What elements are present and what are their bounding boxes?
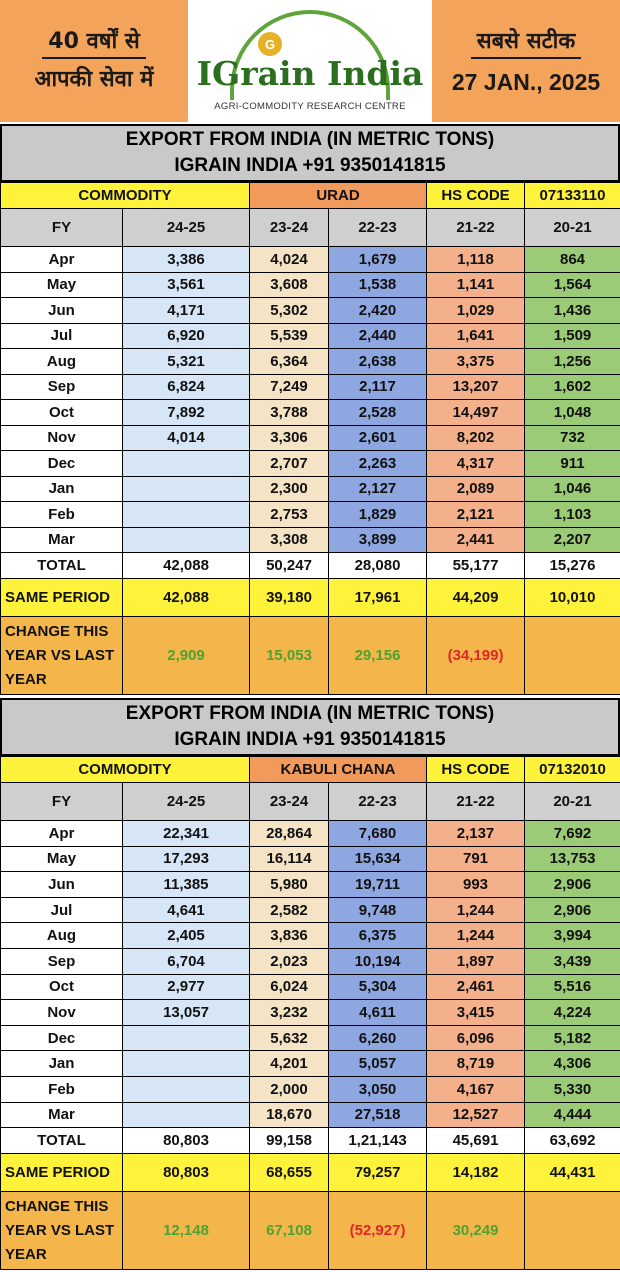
value-cell: 2,207 bbox=[525, 527, 620, 553]
kabuli-same-period-row bbox=[1, 1154, 620, 1192]
kabuli-commodity-row bbox=[1, 757, 620, 783]
month-label: Sep bbox=[1, 948, 123, 974]
value-cell: 1,244 bbox=[427, 923, 525, 949]
change-cell: (52,927) bbox=[329, 1192, 427, 1270]
commodity-name: URAD bbox=[250, 183, 427, 209]
value-cell: 993 bbox=[427, 872, 525, 898]
fy-year-header: 24-25 bbox=[123, 783, 250, 821]
total-label: TOTAL bbox=[1, 553, 123, 579]
same-period-cell: 79,257 bbox=[329, 1154, 427, 1192]
change-cell: 2,909 bbox=[123, 617, 250, 695]
value-cell: 3,386 bbox=[123, 247, 250, 273]
value-cell: 6,920 bbox=[123, 323, 250, 349]
value-cell: 2,977 bbox=[123, 974, 250, 1000]
value-cell: 5,302 bbox=[250, 298, 329, 324]
change-cell: 15,053 bbox=[250, 617, 329, 695]
kabuli-month-rows bbox=[1, 821, 620, 1128]
value-cell: 18,670 bbox=[250, 1102, 329, 1128]
page-header bbox=[0, 0, 620, 124]
value-cell: 6,824 bbox=[123, 374, 250, 400]
value-cell: 864 bbox=[525, 247, 620, 273]
value-cell: 4,014 bbox=[123, 425, 250, 451]
same-period-cell: 80,803 bbox=[123, 1154, 250, 1192]
total-cell: 15,276 bbox=[525, 553, 620, 579]
total-cell: 28,080 bbox=[329, 553, 427, 579]
month-label: Mar bbox=[1, 1102, 123, 1128]
same-period-label: SAME PERIOD bbox=[1, 1154, 123, 1192]
value-cell: 6,364 bbox=[250, 349, 329, 375]
value-cell: 3,232 bbox=[250, 1000, 329, 1026]
fy-year-header: 23-24 bbox=[250, 783, 329, 821]
urad-change-row bbox=[1, 617, 620, 695]
value-cell: 6,375 bbox=[329, 923, 427, 949]
value-cell: 3,439 bbox=[525, 948, 620, 974]
urad-fy-header-row bbox=[1, 209, 620, 247]
hs-code-label: HS CODE bbox=[427, 183, 525, 209]
table-row bbox=[1, 846, 620, 872]
value-cell: 1,897 bbox=[427, 948, 525, 974]
change-cell bbox=[525, 1192, 620, 1270]
value-cell: 2,300 bbox=[250, 476, 329, 502]
month-label: May bbox=[1, 846, 123, 872]
change-cell: 67,108 bbox=[250, 1192, 329, 1270]
table-row bbox=[1, 1000, 620, 1026]
header-date-box bbox=[432, 0, 620, 122]
value-cell: 13,207 bbox=[427, 374, 525, 400]
change-label-line: YEAR bbox=[5, 1245, 47, 1263]
value-cell: 1,118 bbox=[427, 247, 525, 273]
value-cell: 911 bbox=[525, 451, 620, 477]
value-cell: 3,050 bbox=[329, 1076, 427, 1102]
value-cell: 7,692 bbox=[525, 821, 620, 847]
value-cell: 2,461 bbox=[427, 974, 525, 1000]
value-cell: 2,753 bbox=[250, 502, 329, 528]
total-label: TOTAL bbox=[1, 1128, 123, 1154]
value-cell bbox=[123, 1076, 250, 1102]
total-cell: 63,692 bbox=[525, 1128, 620, 1154]
value-cell bbox=[123, 1051, 250, 1077]
value-cell: 1,048 bbox=[525, 400, 620, 426]
month-label: Apr bbox=[1, 821, 123, 847]
value-cell: 2,601 bbox=[329, 425, 427, 451]
value-cell: 1,829 bbox=[329, 502, 427, 528]
value-cell: 14,497 bbox=[427, 400, 525, 426]
value-cell: 5,632 bbox=[250, 1025, 329, 1051]
table-row bbox=[1, 323, 620, 349]
fy-year-header: 23-24 bbox=[250, 209, 329, 247]
value-cell: 3,306 bbox=[250, 425, 329, 451]
value-cell: 7,680 bbox=[329, 821, 427, 847]
value-cell: 4,611 bbox=[329, 1000, 427, 1026]
table-row bbox=[1, 272, 620, 298]
fy-year-header: 24-25 bbox=[123, 209, 250, 247]
table-row bbox=[1, 527, 620, 553]
value-cell: 2,528 bbox=[329, 400, 427, 426]
month-label: Jan bbox=[1, 1051, 123, 1077]
value-cell: 2,121 bbox=[427, 502, 525, 528]
value-cell: 6,704 bbox=[123, 948, 250, 974]
fy-year-header: 20-21 bbox=[525, 783, 620, 821]
value-cell: 1,509 bbox=[525, 323, 620, 349]
month-label: Sep bbox=[1, 374, 123, 400]
value-cell: 1,141 bbox=[427, 272, 525, 298]
urad-same-period-row bbox=[1, 579, 620, 617]
change-cell: 29,156 bbox=[329, 617, 427, 695]
month-label: Feb bbox=[1, 1076, 123, 1102]
value-cell: 5,182 bbox=[525, 1025, 620, 1051]
total-cell: 1,21,143 bbox=[329, 1128, 427, 1154]
month-label: Oct bbox=[1, 400, 123, 426]
month-label: Oct bbox=[1, 974, 123, 1000]
value-cell: 2,023 bbox=[250, 948, 329, 974]
change-label bbox=[1, 617, 123, 695]
value-cell: 3,836 bbox=[250, 923, 329, 949]
value-cell: 22,341 bbox=[123, 821, 250, 847]
logo-title: IGrain India bbox=[196, 54, 424, 93]
value-cell: 6,096 bbox=[427, 1025, 525, 1051]
value-cell: 2,441 bbox=[427, 527, 525, 553]
total-cell: 99,158 bbox=[250, 1128, 329, 1154]
change-label bbox=[1, 1192, 123, 1270]
table-row bbox=[1, 349, 620, 375]
value-cell: 1,679 bbox=[329, 247, 427, 273]
accuracy-tagline: सबसे सटीक bbox=[471, 27, 582, 59]
commodity-label: COMMODITY bbox=[1, 757, 250, 783]
value-cell: 791 bbox=[427, 846, 525, 872]
fy-year-header: 21-22 bbox=[427, 783, 525, 821]
value-cell: 11,385 bbox=[123, 872, 250, 898]
value-cell: 2,127 bbox=[329, 476, 427, 502]
hs-code-value: 07133110 bbox=[525, 183, 620, 209]
value-cell: 4,024 bbox=[250, 247, 329, 273]
change-label-line: YEAR bbox=[5, 670, 47, 688]
value-cell: 1,436 bbox=[525, 298, 620, 324]
urad-total-row bbox=[1, 553, 620, 579]
value-cell: 3,375 bbox=[427, 349, 525, 375]
change-label-line: CHANGE THIS bbox=[5, 1197, 109, 1215]
urad-title-band bbox=[0, 124, 620, 182]
table-row bbox=[1, 476, 620, 502]
fy-year-header: 20-21 bbox=[525, 209, 620, 247]
value-cell: 5,516 bbox=[525, 974, 620, 1000]
value-cell: 732 bbox=[525, 425, 620, 451]
commodity-name: KABULI CHANA bbox=[250, 757, 427, 783]
value-cell: 5,057 bbox=[329, 1051, 427, 1077]
fy-year-header: 21-22 bbox=[427, 209, 525, 247]
table-row bbox=[1, 502, 620, 528]
value-cell: 5,330 bbox=[525, 1076, 620, 1102]
table-row bbox=[1, 425, 620, 451]
table-row bbox=[1, 247, 620, 273]
value-cell: 2,638 bbox=[329, 349, 427, 375]
month-label: Aug bbox=[1, 923, 123, 949]
igrain-logo bbox=[190, 0, 430, 122]
value-cell: 5,321 bbox=[123, 349, 250, 375]
same-period-cell: 44,209 bbox=[427, 579, 525, 617]
change-label-line: YEAR VS LAST bbox=[5, 646, 115, 664]
value-cell: 2,440 bbox=[329, 323, 427, 349]
total-cell: 42,088 bbox=[123, 553, 250, 579]
change-cell bbox=[525, 617, 620, 695]
value-cell: 12,527 bbox=[427, 1102, 525, 1128]
kabuli-export-section bbox=[0, 698, 620, 1270]
same-period-cell: 10,010 bbox=[525, 579, 620, 617]
month-label: May bbox=[1, 272, 123, 298]
logo-coin-icon: G bbox=[258, 32, 282, 56]
value-cell bbox=[123, 527, 250, 553]
value-cell: 4,444 bbox=[525, 1102, 620, 1128]
total-cell: 55,177 bbox=[427, 553, 525, 579]
same-period-cell: 44,431 bbox=[525, 1154, 620, 1192]
kabuli-change-row bbox=[1, 1192, 620, 1270]
month-label: Nov bbox=[1, 1000, 123, 1026]
value-cell: 13,753 bbox=[525, 846, 620, 872]
value-cell: 2,906 bbox=[525, 872, 620, 898]
value-cell: 4,224 bbox=[525, 1000, 620, 1026]
value-cell: 28,864 bbox=[250, 821, 329, 847]
value-cell: 4,306 bbox=[525, 1051, 620, 1077]
value-cell: 1,029 bbox=[427, 298, 525, 324]
value-cell: 2,707 bbox=[250, 451, 329, 477]
table-row bbox=[1, 298, 620, 324]
month-label: Feb bbox=[1, 502, 123, 528]
value-cell: 19,711 bbox=[329, 872, 427, 898]
table-row bbox=[1, 923, 620, 949]
urad-contact: IGRAIN INDIA +91 9350141815 bbox=[174, 155, 446, 176]
kabuli-fy-header-row bbox=[1, 783, 620, 821]
same-period-cell: 14,182 bbox=[427, 1154, 525, 1192]
value-cell: 3,788 bbox=[250, 400, 329, 426]
table-row bbox=[1, 374, 620, 400]
month-label: Aug bbox=[1, 349, 123, 375]
same-period-cell: 17,961 bbox=[329, 579, 427, 617]
month-label: Apr bbox=[1, 247, 123, 273]
value-cell: 3,561 bbox=[123, 272, 250, 298]
kabuli-title-band bbox=[0, 698, 620, 756]
urad-title: EXPORT FROM INDIA (IN METRIC TONS) bbox=[125, 129, 495, 150]
value-cell: 3,415 bbox=[427, 1000, 525, 1026]
value-cell: 1,641 bbox=[427, 323, 525, 349]
value-cell: 10,194 bbox=[329, 948, 427, 974]
value-cell: 7,892 bbox=[123, 400, 250, 426]
urad-commodity-row bbox=[1, 183, 620, 209]
table-row bbox=[1, 1025, 620, 1051]
value-cell bbox=[123, 1102, 250, 1128]
same-period-cell: 68,655 bbox=[250, 1154, 329, 1192]
commodity-label: COMMODITY bbox=[1, 183, 250, 209]
kabuli-export-table bbox=[0, 756, 620, 1270]
change-label-line: YEAR VS LAST bbox=[5, 1221, 115, 1239]
value-cell bbox=[123, 476, 250, 502]
value-cell bbox=[123, 502, 250, 528]
kabuli-title: EXPORT FROM INDIA (IN METRIC TONS) bbox=[125, 703, 495, 724]
value-cell: 1,602 bbox=[525, 374, 620, 400]
tagline-line-2: आपकी सेवा में bbox=[34, 67, 154, 92]
urad-export-section bbox=[0, 124, 620, 695]
value-cell: 3,308 bbox=[250, 527, 329, 553]
value-cell: 15,634 bbox=[329, 846, 427, 872]
value-cell: 4,641 bbox=[123, 897, 250, 923]
fy-label: FY bbox=[1, 209, 123, 247]
urad-export-table bbox=[0, 182, 620, 695]
hs-code-value: 07132010 bbox=[525, 757, 620, 783]
value-cell: 13,057 bbox=[123, 1000, 250, 1026]
value-cell: 2,137 bbox=[427, 821, 525, 847]
value-cell: 1,564 bbox=[525, 272, 620, 298]
value-cell: 7,249 bbox=[250, 374, 329, 400]
table-row bbox=[1, 897, 620, 923]
table-row bbox=[1, 821, 620, 847]
change-cell: 30,249 bbox=[427, 1192, 525, 1270]
table-row bbox=[1, 948, 620, 974]
value-cell: 8,719 bbox=[427, 1051, 525, 1077]
report-date: 27 JAN., 2025 bbox=[451, 68, 601, 95]
value-cell bbox=[123, 1025, 250, 1051]
value-cell: 9,748 bbox=[329, 897, 427, 923]
value-cell: 3,994 bbox=[525, 923, 620, 949]
value-cell: 2,089 bbox=[427, 476, 525, 502]
value-cell: 1,256 bbox=[525, 349, 620, 375]
value-cell: 6,024 bbox=[250, 974, 329, 1000]
hs-code-label: HS CODE bbox=[427, 757, 525, 783]
value-cell: 5,980 bbox=[250, 872, 329, 898]
month-label: Nov bbox=[1, 425, 123, 451]
logo-subtitle: AGRI-COMMODITY RESEARCH CENTRE bbox=[214, 101, 406, 112]
fy-year-header: 22-23 bbox=[329, 783, 427, 821]
table-row bbox=[1, 451, 620, 477]
value-cell: 16,114 bbox=[250, 846, 329, 872]
fy-year-header: 22-23 bbox=[329, 209, 427, 247]
change-cell: (34,199) bbox=[427, 617, 525, 695]
value-cell: 17,293 bbox=[123, 846, 250, 872]
value-cell: 8,202 bbox=[427, 425, 525, 451]
value-cell: 3,899 bbox=[329, 527, 427, 553]
month-label: Jul bbox=[1, 323, 123, 349]
same-period-cell: 42,088 bbox=[123, 579, 250, 617]
header-tagline-box bbox=[0, 0, 188, 122]
value-cell: 2,420 bbox=[329, 298, 427, 324]
value-cell: 1,046 bbox=[525, 476, 620, 502]
value-cell: 2,263 bbox=[329, 451, 427, 477]
month-label: Jun bbox=[1, 298, 123, 324]
change-label-line: CHANGE THIS bbox=[5, 622, 109, 640]
value-cell: 27,518 bbox=[329, 1102, 427, 1128]
value-cell: 4,167 bbox=[427, 1076, 525, 1102]
value-cell: 5,539 bbox=[250, 323, 329, 349]
value-cell: 1,538 bbox=[329, 272, 427, 298]
total-cell: 50,247 bbox=[250, 553, 329, 579]
change-cell: 12,148 bbox=[123, 1192, 250, 1270]
table-row bbox=[1, 400, 620, 426]
kabuli-contact: IGRAIN INDIA +91 9350141815 bbox=[174, 729, 446, 750]
value-cell: 2,582 bbox=[250, 897, 329, 923]
value-cell: 1,103 bbox=[525, 502, 620, 528]
month-label: Mar bbox=[1, 527, 123, 553]
fy-label: FY bbox=[1, 783, 123, 821]
table-row bbox=[1, 1102, 620, 1128]
month-label: Dec bbox=[1, 451, 123, 477]
value-cell: 3,608 bbox=[250, 272, 329, 298]
value-cell: 4,171 bbox=[123, 298, 250, 324]
value-cell: 2,117 bbox=[329, 374, 427, 400]
kabuli-total-row bbox=[1, 1128, 620, 1154]
value-cell: 4,317 bbox=[427, 451, 525, 477]
value-cell: 2,405 bbox=[123, 923, 250, 949]
month-label: Jul bbox=[1, 897, 123, 923]
table-row bbox=[1, 872, 620, 898]
table-row bbox=[1, 974, 620, 1000]
value-cell: 1,244 bbox=[427, 897, 525, 923]
value-cell bbox=[123, 451, 250, 477]
table-row bbox=[1, 1076, 620, 1102]
value-cell: 5,304 bbox=[329, 974, 427, 1000]
table-row bbox=[1, 1051, 620, 1077]
month-label: Jun bbox=[1, 872, 123, 898]
value-cell: 2,000 bbox=[250, 1076, 329, 1102]
total-cell: 80,803 bbox=[123, 1128, 250, 1154]
urad-month-rows bbox=[1, 247, 620, 553]
month-label: Jan bbox=[1, 476, 123, 502]
total-cell: 45,691 bbox=[427, 1128, 525, 1154]
value-cell: 6,260 bbox=[329, 1025, 427, 1051]
value-cell: 4,201 bbox=[250, 1051, 329, 1077]
month-label: Dec bbox=[1, 1025, 123, 1051]
same-period-label: SAME PERIOD bbox=[1, 579, 123, 617]
same-period-cell: 39,180 bbox=[250, 579, 329, 617]
value-cell: 2,906 bbox=[525, 897, 620, 923]
tagline-line-1: 40 वर्षों से bbox=[42, 27, 145, 59]
